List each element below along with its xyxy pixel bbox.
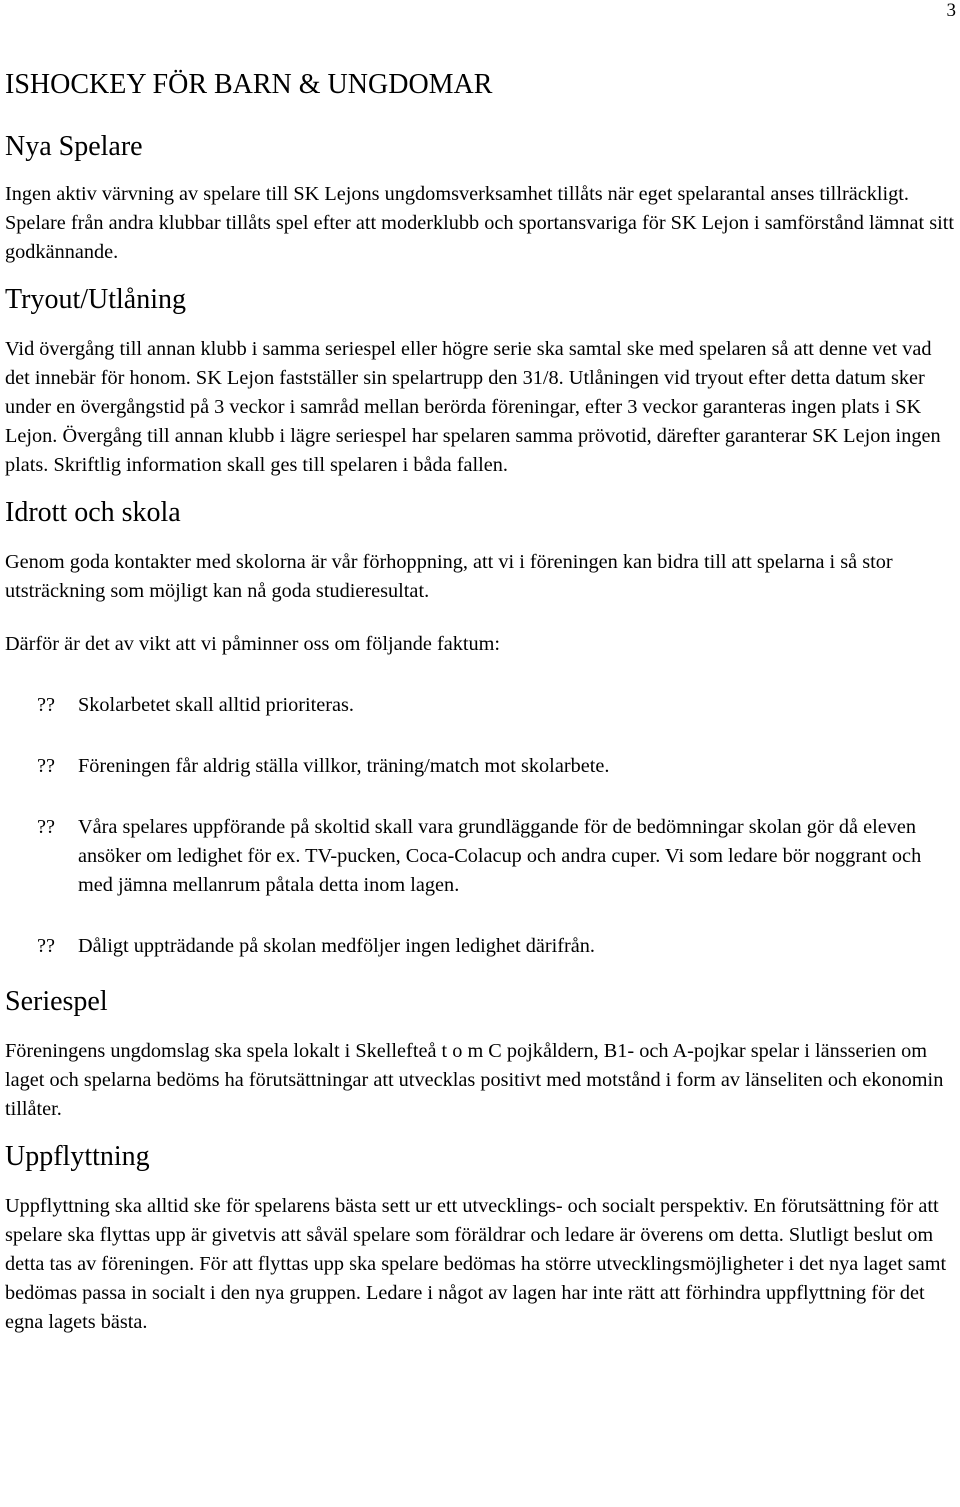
- list-item: [5, 691, 957, 720]
- heading-nya-spelare: Nya Spelare: [5, 131, 143, 162]
- list-item-text: Skolarbetet skall alltid prioriteras.: [78, 694, 354, 716]
- heading-idrott-och-skola: Idrott och skola: [5, 497, 181, 528]
- list-item: [5, 813, 957, 900]
- bullet-marker: ??: [37, 694, 56, 716]
- heading-tryout: Tryout/Utlåning: [5, 284, 186, 315]
- fact-list: [5, 691, 957, 961]
- bullet-marker: ??: [37, 935, 56, 957]
- paragraph-idrott: Genom goda kontakter med skolorna är vår förhoppning, att vi i föreningen kan bidra till att spelarna i så stor utsträckning som möjligt kan nå goda studieresultat.: [5, 551, 893, 602]
- paragraph-uppflyttning: Uppflyttning ska alltid ske för spelarens bästa sett ur ett utvecklings- och socialt perspektiv. En förutsättning för att spelare ska flyttas upp är givetvis att såväl spelare som föräldrar och ledare är överens om detta. Slutligt beslut om detta tas av föreningen. För att flyttas upp ska spelare bedömas ha större utvecklingsmöjligheter i det nya laget samt bedömas passa in socialt i den nya gruppen. Ledare i något av lagen har inte rätt att förhindra uppflyttning för det egna lagets bästa.: [5, 1195, 947, 1333]
- paragraph-nya-spelare: Ingen aktiv värvning av spelare till SK Lejons ungdomsverksamhet tillåts när eget spelarantal anses tillräckligt. Spelare från andra klubbar tillåts spel efter att moderklubb och sportansvariga för SK Lejon i samförstånd lämnat sitt godkännande.: [5, 183, 955, 263]
- document-body: [5, 66, 957, 1337]
- paragraph-tryout: Vid övergång till annan klubb i samma seriespel eller högre serie ska samtal ske med spelaren så att denne vet vad det innebär för honom. SK Lejon fastställer sin spelartrupp den 31/8. Utlåningen vid tryout efter detta datum sker under en övergångstid på 3 veckor i samråd mellan berörda föreningar, efter 3 veckor garanteras ingen plats i SK Lejon. Övergång till annan klubb i lägre seriespel har spelaren samma prövotid, därefter garanterar SK Lejon ingen plats. Skriftlig information skall ges till spelaren i båda fallen.: [5, 338, 941, 476]
- list-item-text: Våra spelares uppförande på skoltid skall vara grundläggande för de bedömningar skolan gör då eleven ansöker om ledighet för ex. TV-pucken, Coca-Colacup och andra cuper. Vi som ledare bör noggrant och med jämna mellanrum påtala detta inom lagen.: [78, 816, 922, 896]
- paragraph-seriespel: Föreningens ungdomslag ska spela lokalt i Skellefteå t o m C pojkåldern, B1- och A-pojkar spelar i länsserien om laget och spelarna bedöms ha förutsättningar att utvecklas positivt med motstånd i form av länseliten och ekonomin tillåter.: [5, 1040, 944, 1120]
- list-item-text: Dåligt uppträdande på skolan medföljer ingen ledighet därifrån.: [78, 935, 595, 957]
- list-item: [5, 752, 957, 781]
- heading-seriespel: Seriespel: [5, 986, 108, 1017]
- bullet-marker: ??: [37, 755, 56, 777]
- bullet-marker: ??: [37, 816, 56, 838]
- list-item-text: Föreningen får aldrig ställa villkor, träning/match mot skolarbete.: [78, 755, 610, 777]
- page-title: ISHOCKEY FÖR BARN & UNGDOMAR: [5, 69, 493, 100]
- page-number: 3: [946, 0, 956, 21]
- list-item: [5, 932, 957, 961]
- paragraph-idrott-intro: Därför är det av vikt att vi påminner oss om följande faktum:: [5, 633, 501, 655]
- heading-uppflyttning: Uppflyttning: [5, 1141, 150, 1172]
